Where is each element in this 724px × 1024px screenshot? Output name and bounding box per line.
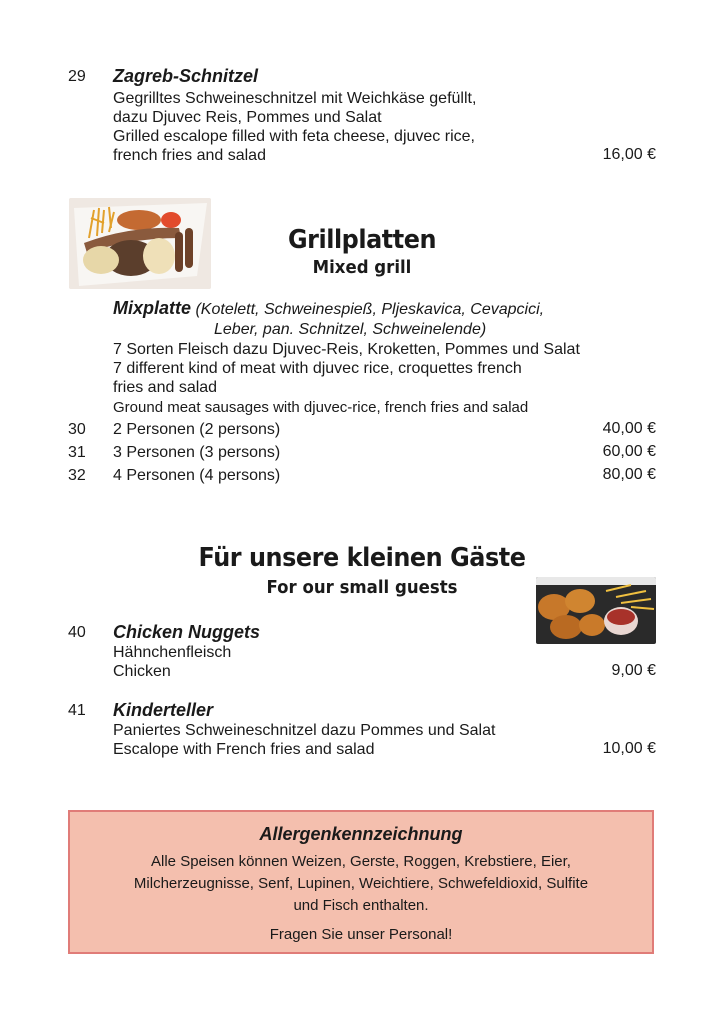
item-desc-line: Hähnchenfleisch bbox=[113, 644, 232, 661]
item-price: 40,00 € bbox=[602, 420, 656, 437]
item-contents: Leber, pan. Schnitzel, Schweinelende) bbox=[214, 321, 487, 338]
section-title-grillplatten: Grillplatten bbox=[287, 225, 437, 255]
option-label: 3 Personen (3 persons) bbox=[113, 444, 281, 461]
item-desc-line: Chicken bbox=[113, 663, 171, 680]
item-price: 60,00 € bbox=[602, 443, 656, 460]
item-price: 10,00 € bbox=[602, 740, 656, 757]
item-price: 80,00 € bbox=[602, 466, 656, 483]
item-desc-line: Escalope with French fries and salad bbox=[113, 741, 375, 758]
item-number: 30 bbox=[68, 421, 86, 438]
item-desc-line: dazu Djuvec Reis, Pommes und Salat bbox=[113, 109, 382, 126]
item-desc-line: Paniertes Schweineschnitzel dazu Pommes und Salat bbox=[113, 722, 496, 739]
item-contents: (Kotelett, Schweinespieß, Pljeskavica, Cevapcici, bbox=[195, 301, 545, 318]
section-subtitle-mixed-grill: Mixed grill bbox=[312, 257, 412, 278]
item-price: 16,00 € bbox=[602, 146, 656, 163]
allergen-note: Fragen Sie unser Personal! bbox=[269, 926, 453, 943]
allergen-text-line: Alle Speisen können Weizen, Gerste, Roggen, Krebstiere, Eier, bbox=[151, 853, 571, 870]
section-subtitle-kids: For our small guests bbox=[266, 577, 458, 598]
allergen-text-line: und Fisch enthalten. bbox=[293, 897, 429, 914]
item-desc-line: Grilled escalope filled with feta cheese, djuvec rice, bbox=[113, 128, 475, 145]
allergen-title: Allergenkennzeichnung bbox=[259, 824, 463, 844]
item-number: 29 bbox=[68, 68, 86, 85]
option-label: 2 Personen (2 persons) bbox=[113, 421, 281, 438]
item-name: Zagreb-Schnitzel bbox=[113, 66, 259, 86]
item-desc-line: fries and salad bbox=[113, 379, 218, 396]
allergen-text-line: Milcherzeugnisse, Senf, Lupinen, Weichtiere, Schwefeldioxid, Sulfite bbox=[133, 875, 589, 892]
item-desc-line: Gegrilltes Schweineschnitzel mit Weichkäse gefüllt, bbox=[113, 90, 477, 107]
allergen-notice-box bbox=[68, 810, 654, 954]
item-name: Chicken Nuggets bbox=[113, 622, 261, 642]
option-label: 4 Personen (4 persons) bbox=[113, 467, 281, 484]
item-desc-line: french fries and salad bbox=[113, 147, 266, 164]
item-desc-line: 7 different kind of meat with djuvec rice, croquettes french bbox=[113, 360, 522, 377]
mixplatte-header bbox=[113, 298, 544, 320]
item-number: 31 bbox=[68, 444, 86, 461]
item-number: 40 bbox=[68, 624, 86, 641]
item-desc-line: Ground meat sausages with djuvec-rice, french fries and salad bbox=[113, 399, 529, 416]
chicken-nuggets-photo bbox=[536, 577, 656, 644]
section-title-kids: Für unsere kleinen Gäste bbox=[198, 543, 526, 573]
item-desc-line: 7 Sorten Fleisch dazu Djuvec-Reis, Kroketten, Pommes und Salat bbox=[113, 341, 580, 358]
item-price: 9,00 € bbox=[611, 662, 656, 679]
item-name: Mixplatte bbox=[113, 298, 192, 318]
item-number: 32 bbox=[68, 467, 86, 484]
item-number: 41 bbox=[68, 702, 86, 719]
item-name: Kinderteller bbox=[113, 700, 214, 720]
